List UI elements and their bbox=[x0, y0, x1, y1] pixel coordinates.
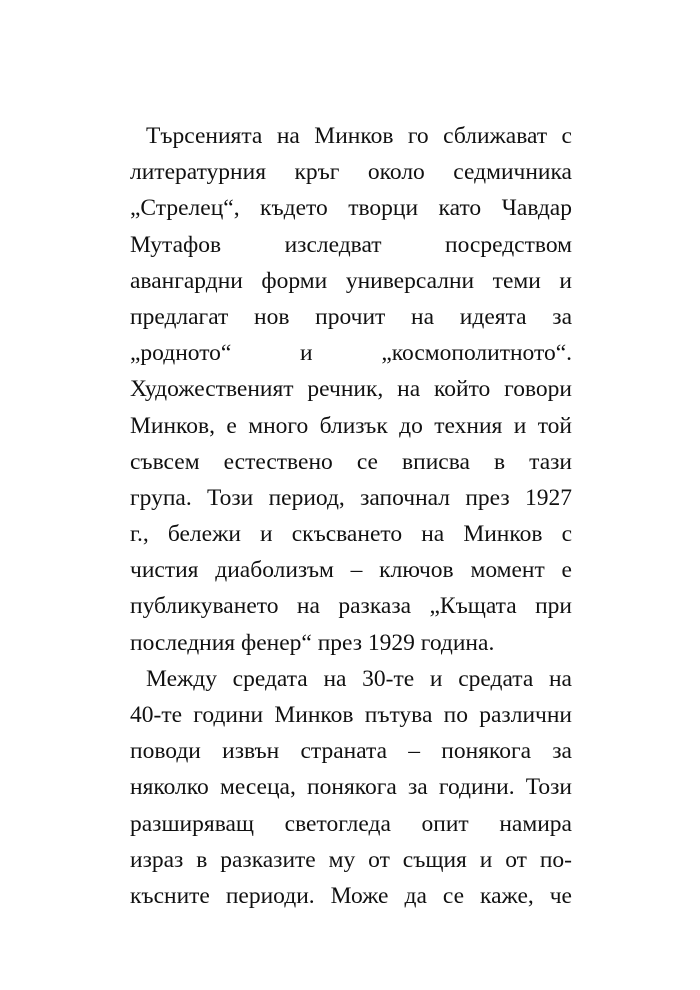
text-line: Художественият речник, на който говори bbox=[130, 376, 572, 403]
text-line: предлагат нов прочит на идеята за bbox=[130, 303, 572, 330]
text-line: г., бележи и скъсването на Минков с bbox=[130, 521, 572, 548]
text-line: 40-те години Минков пътува по различни bbox=[130, 702, 572, 728]
text-line: последния фенер“ през 1929 година. bbox=[130, 629, 495, 656]
body-text bbox=[130, 118, 572, 914]
text-line: публикуването на разказа „Къщата при bbox=[130, 593, 572, 620]
text-line: чистия диаболизъм – ключов момент е bbox=[130, 557, 572, 584]
text-line: няколко месеца, понякога за години. Този bbox=[130, 774, 572, 801]
text-line: група. Този период, започнал през 1927 bbox=[130, 484, 572, 511]
text-line: Търсенията на Минков го сближават с bbox=[146, 123, 572, 149]
text-line: Минков, е много близък до техния и той bbox=[130, 412, 572, 439]
text-line: „Стрелец“, където творци като Чавдар bbox=[130, 195, 572, 222]
text-line: разширяващ светогледа опит намира bbox=[130, 810, 572, 837]
paragraph-1 bbox=[130, 118, 572, 661]
text-line: съвсем естествено се вписва в тази bbox=[130, 448, 572, 475]
text-line: късните периоди. Може да се каже, че bbox=[130, 882, 572, 909]
paragraph-2 bbox=[130, 661, 572, 914]
text-line: „родното“ и „космополитното“. bbox=[130, 340, 572, 367]
text-line: литературния кръг около седмичника bbox=[130, 159, 572, 186]
text-line: авангардни форми универсални теми и bbox=[130, 267, 572, 294]
text-line: поводи извън страната – понякога за bbox=[130, 738, 572, 765]
text-line: израз в разказите му от същия и от по- bbox=[130, 846, 572, 873]
text-line: Мутафов изследват посредством bbox=[130, 231, 572, 258]
text-line: Между средата на 30-те и средата на bbox=[146, 665, 572, 692]
